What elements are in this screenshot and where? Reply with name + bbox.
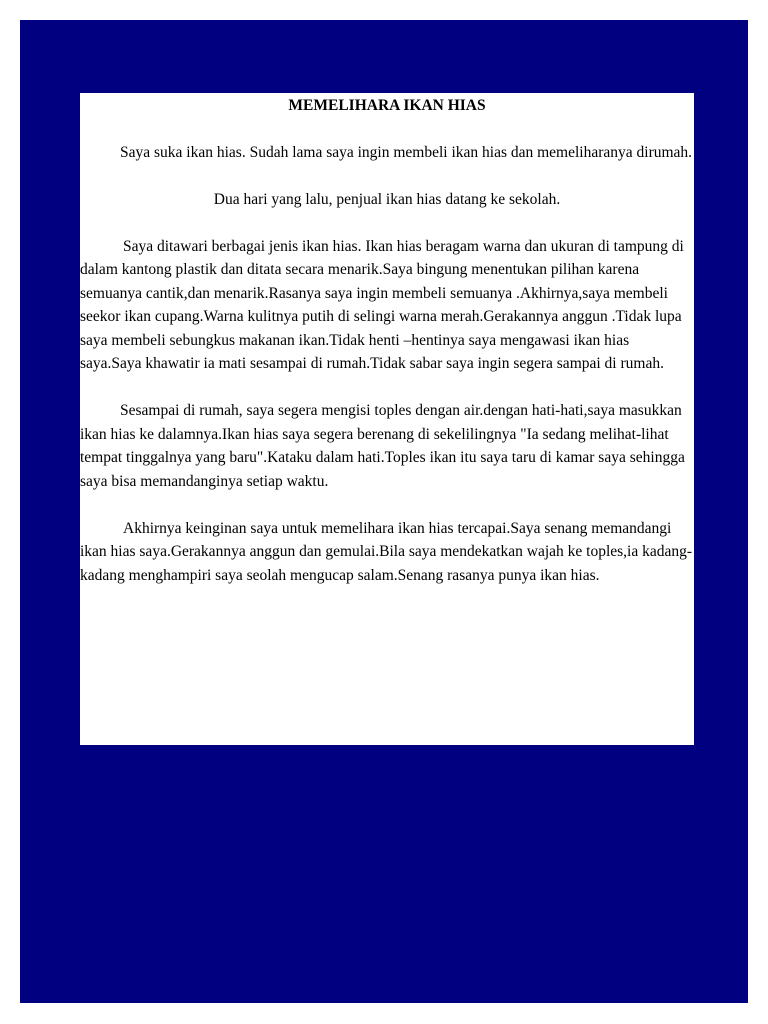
paragraph-3	[80, 235, 694, 376]
paragraph-5	[80, 517, 694, 588]
paragraph-1	[80, 141, 694, 165]
paragraph-1-text: Saya suka ikan hias. Sudah lama saya ingin membeli ikan hias dan memeliharanya dirumah.	[120, 143, 693, 161]
document-panel	[80, 93, 694, 745]
paragraph-2	[80, 188, 694, 212]
paragraph-4	[80, 399, 694, 493]
paragraph-4-text: Sesampai di rumah, saya segera mengisi toples dengan air.dengan hati-hati,saya masukkan ikan hias ke dalamnya.Ikan hias saya segera berenang di sekelilingnya "Ia sedang melihat-lihat tempat tinggalnya yang baru".Kataku dalam hati.Toples ikan itu saya taru di kamar saya sehingga saya bisa memandanginya setiap waktu.	[80, 402, 685, 490]
paragraph-5-text: Akhirnya keinginan saya untuk memelihara ikan hias tercapai.Saya senang memandangi ikan hias saya.Gerakannya anggun dan gemulai.Bila saya mendekatkan wajah ke toples,ia kadang-kadang menghampiri saya seolah mengucap salam.Senang rasanya punya ikan hias.	[80, 519, 693, 584]
paragraph-2-text: Dua hari yang lalu, penjual ikan hias datang ke sekolah.	[213, 190, 561, 208]
document-title: MEMELIHARA IKAN HIAS	[288, 97, 486, 114]
paragraph-3-text: Saya ditawari berbagai jenis ikan hias. Ikan hias beragam warna dan ukuran di tampung di dalam kantong plastik dan ditata secara menarik.Saya bingung menentukan pilihan karena semuanya cantik,dan menarik.Rasanya saya ingin membeli semuanya .Akhirnya,saya membeli seekor ikan cupang.Warna kulitnya putih di selingi warna merah.Gerakannya anggun .Tidak lupa saya membeli sebungkus makanan ikan.Tidak henti –hentinya saya mengawasi ikan hias saya.Saya khawatir ia mati sesampai di rumah.Tidak sabar saya ingin segera sampai di rumah.	[80, 237, 684, 372]
